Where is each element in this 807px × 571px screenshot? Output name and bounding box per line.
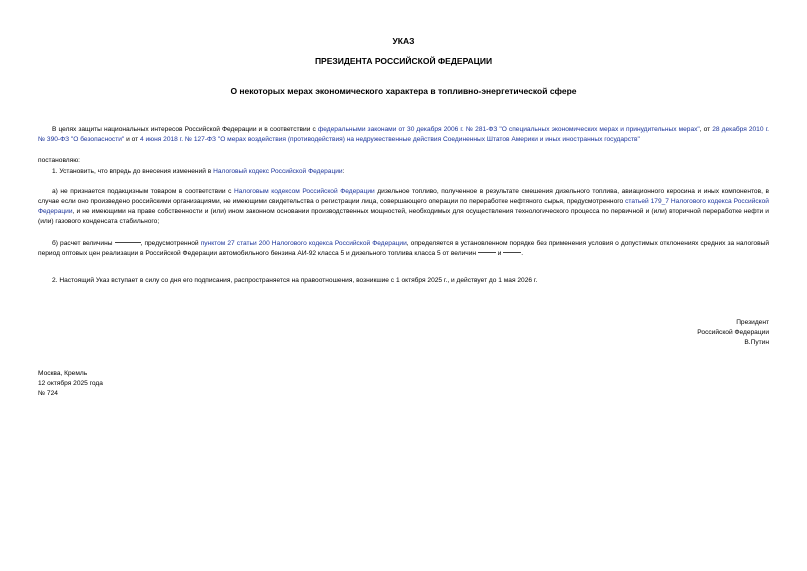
item-1: [38, 167, 769, 177]
preamble-text-2: , от: [699, 126, 713, 133]
item-1a-link-tax-code[interactable]: Налоговым кодексом Российской Федерации: [233, 188, 375, 195]
preamble-text-3: и от: [124, 136, 140, 143]
footer-number: № 724: [38, 390, 58, 397]
footer-date: 12 октября 2025 года: [38, 380, 103, 387]
preamble-link-law-390[interactable]: 28 декабря 2010 г. № 390-ФЗ "О безопасности": [38, 126, 769, 143]
item-2: 2. Настоящий Указ вступает в силу со дня его подписания, распространяется на правоотношения, возникшие с 1 октября 2025 г., и действует до 1 мая 2026 г.: [52, 277, 538, 284]
decree-word: постановляю:: [38, 157, 81, 164]
item-1b-text-5: .: [521, 250, 524, 257]
item-1-link-tax-code[interactable]: Налоговый кодекс Российской Федерации: [213, 168, 343, 175]
document-subtitle: ПРЕЗИДЕНТА РОССИЙСКОЙ ФЕДЕРАЦИИ: [314, 56, 493, 66]
item-1-text-1: 1. Установить, что впредь до внесения изменений в: [52, 168, 214, 175]
signature-name: В.Путин: [744, 339, 769, 346]
signature-block: [697, 318, 769, 348]
item-1-text-2: :: [342, 168, 345, 175]
item-1b-text-2: , предусмотренной: [140, 240, 201, 247]
item-1b-text-3: , определяется в установленном порядке без применения условия о допустимых отклонениях средних за налоговый период оптовых цен реализации в Российской Федерации автомобильного бензина АИ-92 класса 5 и дизельного топлива класса 5 от величин: [38, 240, 769, 257]
document-heading: О некоторых мерах экономического характера в топливно-энергетической сфере: [230, 86, 577, 96]
signature-position: Президент: [736, 319, 769, 326]
item-1a: [38, 187, 769, 227]
footer-place: Москва, Кремль: [38, 370, 88, 377]
formula-image-2: [478, 250, 496, 256]
preamble-text-1: В целях защиты национальных интересов Российской Федерации и в соответствии с: [52, 126, 318, 133]
item-1b-text-4: и: [495, 250, 504, 257]
preamble-paragraph: [38, 125, 769, 145]
item-1b: [38, 239, 769, 259]
formula-image-3: [503, 250, 524, 257]
item-1a-text-2: дизельное топливо, полученное в результате смешения дизельного топлива, авиационного керосина и иных компонентов, в случае если оно произведено российскими организациями, не имеющими свидетельства о регистрации лица, совершающего операции по переработке нефтяного сырья, предусмотренного: [38, 188, 769, 205]
item-1a-link-article-179[interactable]: статьей 179_7 Налогового кодекса Российской Федерации: [38, 198, 769, 215]
item-1a-text-1: а) не признается подакцизным товаром в соответствии с: [52, 188, 234, 195]
preamble-link-law-281[interactable]: федеральными законами от 30 декабря 2006 г. № 281-ФЗ "О специальных экономических мерах и принудительных мерах": [317, 126, 700, 133]
preamble-link-law-127[interactable]: 4 июня 2018 г. № 127-ФЗ "О мерах воздействия (противодействия) на недружественные действия Соединенных Штатов Америки и иных иностранных государств": [140, 136, 640, 143]
item-1b-link-article-200[interactable]: пунктом 27 статьи 200 Налогового кодекса Российской Федерации: [200, 240, 407, 247]
item-1a-text-3: , и не имеющими на праве собственности и (или) ином законном основании производственных мощностей, необходимых для осуществления технологического процесса по первичной и (или) вторичной переработке нефти и (или) газового конденсата стабильного;: [38, 208, 769, 225]
document-title: УКАЗ: [392, 36, 415, 46]
item-1b-text-1: б) расчет величины: [52, 240, 115, 247]
formula-image-1: [115, 240, 141, 246]
footer-block: [38, 369, 103, 399]
signature-country: Российской Федерации: [697, 329, 769, 336]
